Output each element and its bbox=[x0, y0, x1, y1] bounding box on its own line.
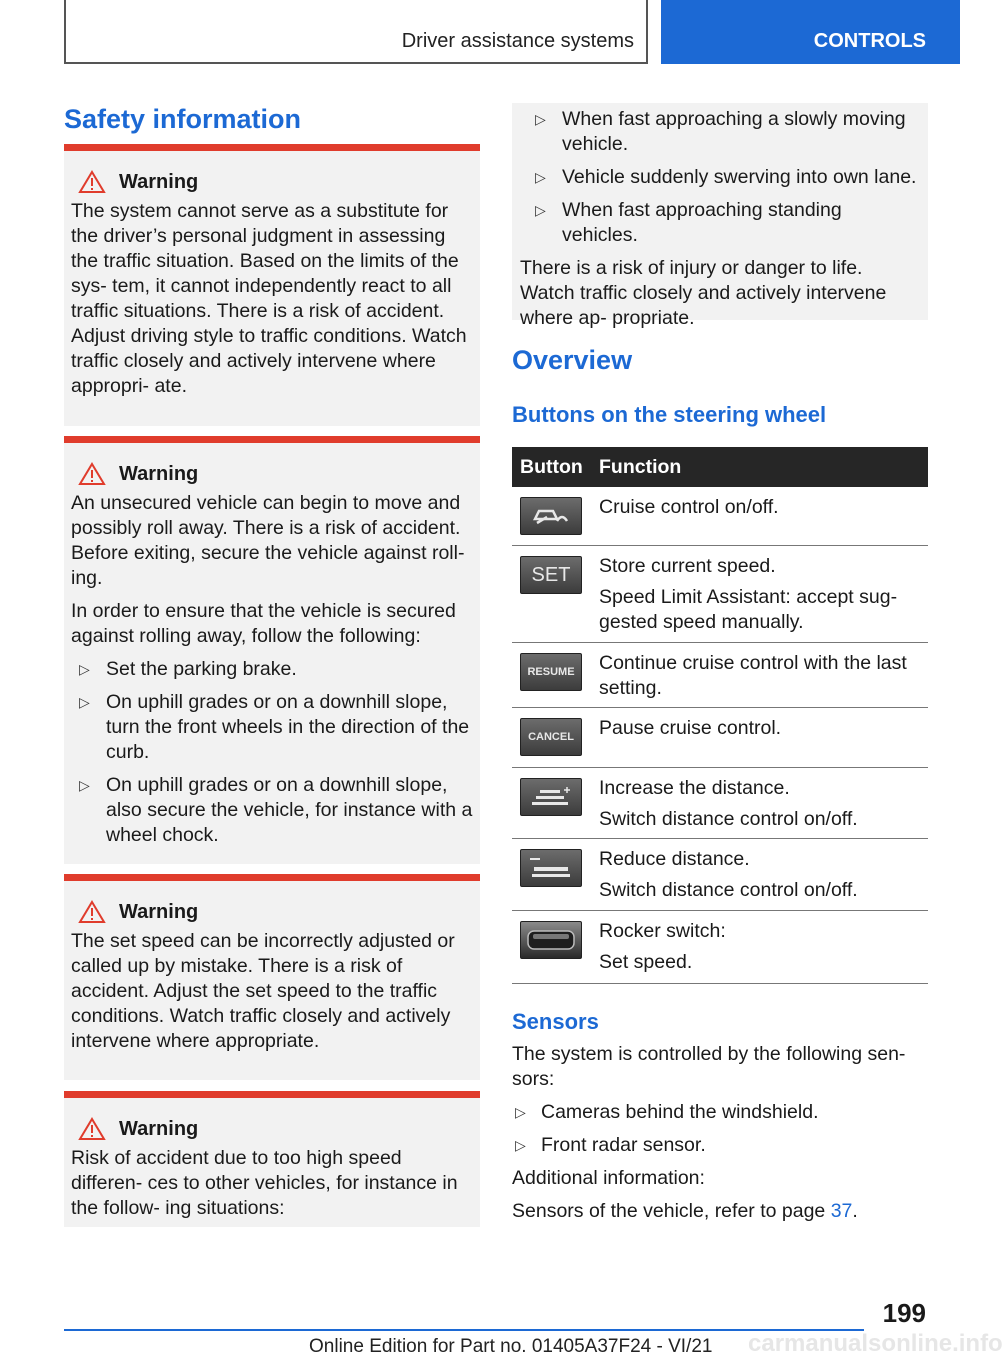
warning-label: Warning bbox=[119, 462, 199, 485]
buttons-table bbox=[512, 447, 928, 984]
safety-heading: Safety information bbox=[64, 104, 302, 134]
column-header-function: Function bbox=[599, 455, 682, 478]
function-text: Cruise control on/off. bbox=[599, 496, 779, 518]
sensors-intro: The system is controlled by the following sen- sors: bbox=[512, 1043, 906, 1090]
warning-triangle-icon bbox=[79, 901, 105, 923]
steering-buttons-heading: Buttons on the steering wheel bbox=[512, 402, 827, 427]
function-text: Speed Limit Assistant: accept sug- gested speed manually. bbox=[599, 586, 898, 633]
list-item: ▷ When fast approaching standing vehicles. bbox=[535, 199, 842, 246]
table-row bbox=[512, 708, 928, 768]
distance-increase-icon bbox=[520, 778, 582, 816]
list-item: ▷ On uphill grades or on a downhill slope, turn the front wheels in the direction of the curb. bbox=[79, 691, 470, 763]
warning-list bbox=[520, 107, 920, 248]
bullet-triangle-icon: ▷ bbox=[79, 694, 90, 710]
bullet-triangle-icon: ▷ bbox=[535, 111, 546, 127]
watermark: carmanualsonline.info bbox=[748, 1330, 1003, 1357]
column-header-button: Button bbox=[520, 455, 583, 478]
function-text: Pause cruise control. bbox=[599, 717, 782, 739]
additional-info-label: Additional information: bbox=[512, 1167, 705, 1189]
list-item: ▷ Vehicle suddenly swerving into own lane. bbox=[535, 166, 917, 188]
overview-heading: Overview bbox=[512, 345, 633, 375]
warning-text: The set speed can be incorrectly adjusted or called up by mistake. There is a risk of accident. Adjust the set speed to the traffic conditions. Watch traffic closely and actively intervene where appropriate. bbox=[71, 930, 455, 1052]
bullet-triangle-icon: ▷ bbox=[535, 202, 546, 218]
warning-box-2 bbox=[64, 436, 480, 864]
page-reference-link[interactable]: 37 bbox=[830, 1200, 853, 1222]
warning-box-4-continued bbox=[512, 103, 928, 329]
function-text: Set speed. bbox=[599, 951, 693, 973]
warning-box-3 bbox=[64, 874, 480, 1080]
function-text: Continue cruise control with the last setting. bbox=[599, 652, 907, 699]
resume-button-icon: RESUME bbox=[520, 653, 582, 691]
warning-box-4 bbox=[64, 1091, 480, 1227]
sensors-list bbox=[512, 1100, 912, 1158]
warning-title bbox=[71, 461, 474, 487]
warning-text: In order to ensure that the vehicle is secured against rolling away, follow the following: bbox=[71, 600, 456, 647]
cruise-control-icon bbox=[520, 497, 582, 535]
page-number: 199 bbox=[882, 1298, 926, 1328]
table-row bbox=[512, 487, 928, 546]
function-text: Increase the distance. bbox=[599, 777, 790, 799]
bullet-triangle-icon: ▷ bbox=[79, 661, 90, 677]
footer-divider bbox=[64, 1329, 864, 1331]
bullet-triangle-icon: ▷ bbox=[515, 1104, 526, 1120]
table-row bbox=[512, 911, 928, 984]
list-item: ▷ On uphill grades or on a downhill slope, also secure the vehicle, for instance with a wheel chock. bbox=[79, 774, 473, 846]
sensors-heading: Sensors bbox=[512, 1009, 599, 1034]
cancel-button-icon: CANCEL bbox=[520, 718, 582, 756]
sensors-section bbox=[512, 1042, 912, 1224]
function-text: Rocker switch: bbox=[599, 920, 726, 942]
function-text: Store current speed. bbox=[599, 555, 776, 577]
function-text: Reduce distance. bbox=[599, 848, 750, 870]
warning-text: Risk of accident due to too high speed differen- ces to other vehicles, for instance in the follow- ing situations: bbox=[71, 1147, 458, 1219]
warning-text: An unsecured vehicle can begin to move and possibly roll away. There is a risk of accident. Before exiting, secure the vehicle against roll- ing. bbox=[71, 492, 465, 589]
warning-title bbox=[71, 1116, 474, 1142]
warning-title bbox=[71, 169, 474, 195]
header-chapter-title: CONTROLS bbox=[813, 30, 926, 52]
bullet-triangle-icon: ▷ bbox=[535, 169, 546, 185]
warning-label: Warning bbox=[119, 1117, 199, 1140]
table-row bbox=[512, 643, 928, 708]
function-text: Switch distance control on/off. bbox=[599, 879, 858, 901]
bullet-triangle-icon: ▷ bbox=[515, 1137, 526, 1153]
table-row bbox=[512, 839, 928, 911]
function-text: Switch distance control on/off. bbox=[599, 808, 858, 830]
warning-title bbox=[71, 899, 474, 925]
table-header bbox=[512, 447, 928, 487]
header-section-title: Driver assistance systems bbox=[401, 30, 634, 52]
list-item: ▷ Front radar sensor. bbox=[515, 1134, 706, 1156]
warning-label: Warning bbox=[119, 170, 199, 193]
header-chapter-tab[interactable] bbox=[661, 0, 960, 64]
list-item: ▷ Cameras behind the windshield. bbox=[515, 1101, 819, 1123]
warning-triangle-icon bbox=[79, 1118, 105, 1140]
warning-text: The system cannot serve as a substitute for the driver’s personal judgment in assessing the traffic situation. Based on the limits of the sys- tem, it cannot independently react to all traffic situations. There is a risk of accident. Adjust driving style to traffic conditions. Watch traffic closely and actively intervene where appropri- ate. bbox=[71, 200, 467, 397]
bullet-triangle-icon: ▷ bbox=[79, 777, 90, 793]
rocker-switch-icon bbox=[520, 921, 582, 959]
table-row bbox=[512, 546, 928, 643]
warning-triangle-icon bbox=[79, 171, 105, 193]
warning-triangle-icon bbox=[79, 463, 105, 485]
list-item: ▷ When fast approaching a slowly moving vehicle. bbox=[535, 108, 906, 155]
warning-text: There is a risk of injury or danger to life. Watch traffic closely and actively intervene where ap- propriate. bbox=[520, 257, 887, 329]
distance-reduce-icon bbox=[520, 849, 582, 887]
warning-label: Warning bbox=[119, 900, 199, 923]
set-button-icon: SET bbox=[520, 556, 582, 594]
warning-list bbox=[71, 657, 474, 848]
header-section-box bbox=[64, 0, 648, 64]
edition-text: Online Edition for Part no. 01405A37F24 - VI/21 bbox=[309, 1336, 713, 1357]
table-row bbox=[512, 768, 928, 839]
sensors-reference: Sensors of the vehicle, refer to page 37. bbox=[512, 1200, 858, 1222]
warning-box-1 bbox=[64, 144, 480, 426]
list-item: ▷ Set the parking brake. bbox=[79, 658, 297, 680]
